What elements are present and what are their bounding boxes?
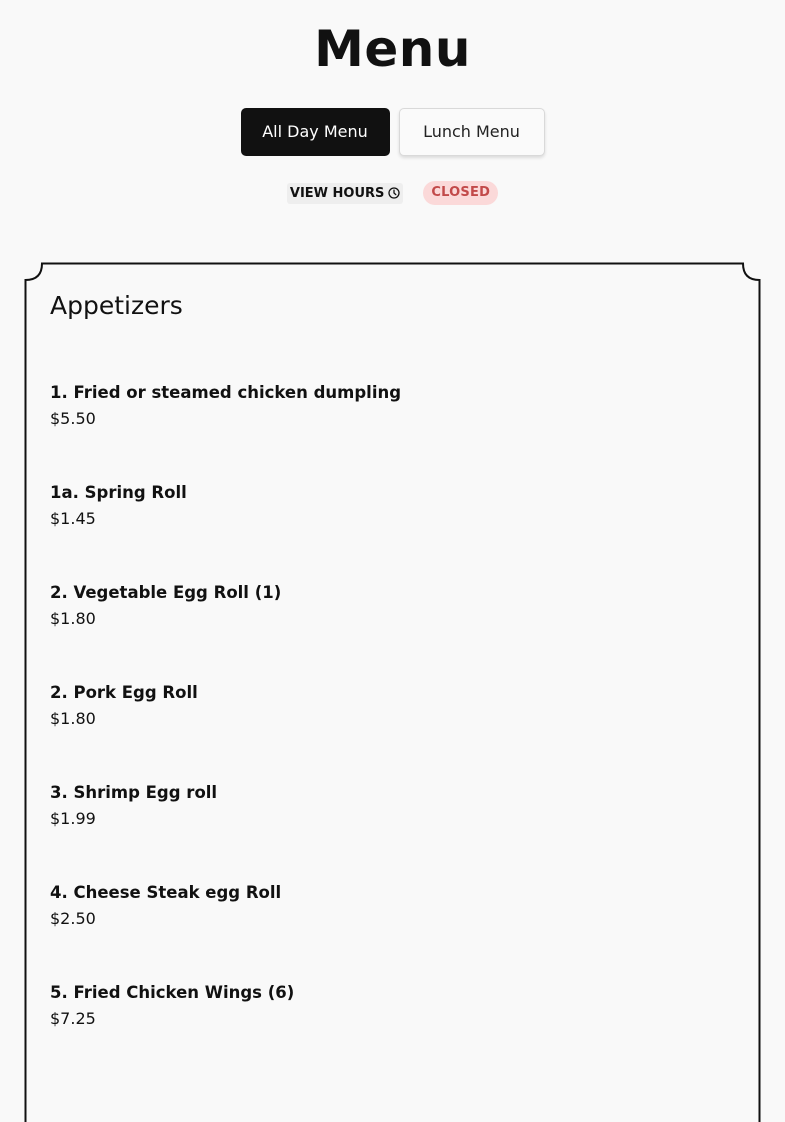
menu-item[interactable] xyxy=(50,581,730,681)
menu-item[interactable] xyxy=(50,881,730,981)
menu-item-name: 1a. Spring Roll xyxy=(50,483,187,502)
menu-item[interactable] xyxy=(50,681,730,781)
view-hours-button[interactable] xyxy=(287,183,404,204)
menu-item[interactable] xyxy=(50,981,730,1081)
page-title: Menu xyxy=(314,20,471,78)
menu-item-name: 1. Fried or steamed chicken dumpling xyxy=(50,383,402,402)
menu-item[interactable] xyxy=(50,481,730,581)
menu-item-price: $1.80 xyxy=(50,609,96,628)
tab-lunch-menu[interactable]: Lunch Menu xyxy=(399,108,545,156)
menu-tabs xyxy=(0,108,785,156)
menu-item-name: 2. Pork Egg Roll xyxy=(50,683,198,702)
menu-item-price: $1.80 xyxy=(50,709,96,728)
tab-all-day-menu[interactable]: All Day Menu xyxy=(241,108,390,156)
menu-item-name: 3. Shrimp Egg roll xyxy=(50,783,218,802)
menu-section-card xyxy=(24,262,761,1122)
menu-item-price: $5.50 xyxy=(50,409,96,428)
view-hours-label: VIEW HOURS xyxy=(289,185,385,201)
status-badge: CLOSED xyxy=(423,181,498,205)
menu-item[interactable] xyxy=(50,381,730,481)
menu-item-name: 2. Vegetable Egg Roll (1) xyxy=(50,583,282,602)
status-row xyxy=(0,181,785,205)
menu-item-name: 4. Cheese Steak egg Roll xyxy=(50,883,282,902)
menu-item-price: $7.25 xyxy=(50,1009,96,1028)
section-title: Appetizers xyxy=(50,291,183,320)
menu-item-price: $1.45 xyxy=(50,509,96,528)
menu-item-name: 5. Fried Chicken Wings (6) xyxy=(50,983,295,1002)
clock-icon xyxy=(388,187,400,199)
menu-item[interactable] xyxy=(50,781,730,881)
menu-item-price: $2.50 xyxy=(50,909,96,928)
menu-items-list xyxy=(50,381,730,1081)
menu-item-price: $1.99 xyxy=(50,809,96,828)
